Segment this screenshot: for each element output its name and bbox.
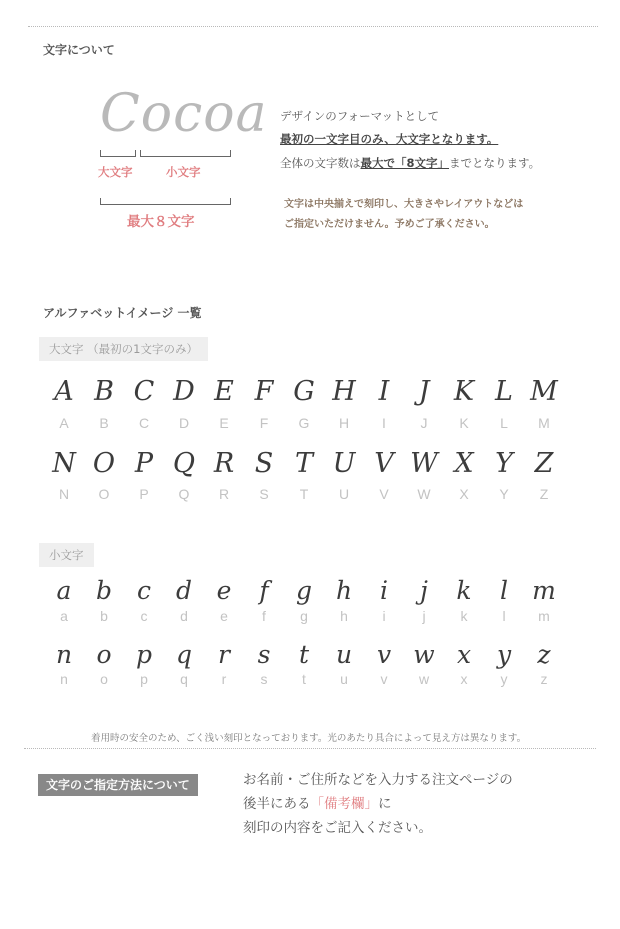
letter-E: E (219, 415, 229, 431)
engraving-footnote: 着用時の安全のため、ごく浅い刻印となっております。光のあたり具合によって見え方は異なります。 (91, 733, 527, 744)
letter-r: r (221, 671, 227, 687)
middle-divider (24, 748, 596, 749)
letter-O: O (98, 486, 110, 502)
letter-Y: Y (499, 486, 509, 502)
letter-j: j (422, 608, 426, 624)
letter-A: A (54, 376, 74, 407)
letter-I: I (378, 376, 390, 407)
desc-uppercase-rule: 最初の一文字目のみ、大文字となります。 (280, 132, 499, 146)
letter-k: k (456, 576, 472, 605)
example-word-cocoa: Cocoa (100, 84, 268, 144)
howto-text (243, 768, 513, 840)
letter-t: t (302, 671, 306, 687)
label-max-chars: 最大８文字 (127, 214, 195, 230)
remarks-field-label: 「備考欄」 (310, 796, 378, 812)
letter-M: M (530, 376, 558, 407)
letter-T: T (299, 486, 309, 502)
letter-O: O (92, 448, 116, 479)
desc-line-3-a: 全体の文字数は (280, 156, 361, 170)
letter-F: F (254, 376, 274, 407)
letter-m: m (532, 576, 556, 605)
letter-z: z (540, 671, 548, 687)
tag-uppercase: 大文字 （最初の1文字のみ） (39, 337, 208, 361)
howto-line-1: お名前・ご住所などを入力する注文ページの (243, 772, 513, 788)
letter-f: f (259, 576, 269, 605)
howto-line-2 (243, 792, 513, 816)
letter-Z: Z (534, 448, 554, 479)
letter-a: a (60, 608, 68, 624)
letter-U: U (338, 486, 350, 502)
letter-R: R (213, 448, 235, 479)
letter-k: k (460, 608, 468, 624)
letter-Y: Y (495, 448, 513, 479)
letter-P: P (139, 486, 149, 502)
letter-i: i (380, 576, 388, 605)
letter-B: B (99, 415, 109, 431)
letter-j: j (420, 576, 428, 605)
letter-K: K (453, 376, 475, 407)
letter-N: N (58, 486, 70, 502)
letter-M: M (538, 415, 550, 431)
letter-g: g (295, 576, 312, 605)
bracket-max (100, 198, 231, 205)
lower-row-1-script (44, 576, 564, 605)
letter-A: A (59, 415, 69, 431)
letter-w: w (413, 640, 435, 669)
letter-W: W (410, 448, 438, 479)
howto-line-2-a: 後半にある (243, 796, 311, 812)
letter-X: X (454, 448, 474, 479)
letter-i: i (382, 608, 386, 624)
note-line-2: ご指定いただけません。予めご了承ください。 (284, 219, 495, 230)
lower-row-2-script (44, 640, 564, 669)
desc-line-1: デザインのフォーマットとして (280, 109, 440, 123)
letter-o: o (96, 640, 112, 669)
letter-e: e (220, 608, 228, 624)
bracket-lower (140, 150, 231, 157)
letter-n: n (60, 671, 68, 687)
letter-l: l (500, 576, 508, 605)
desc-max-chars: 最大で「8文字」 (360, 156, 450, 170)
desc-line-3 (280, 155, 540, 171)
letter-v: v (380, 671, 388, 687)
letter-R: R (218, 486, 230, 502)
letter-V: V (374, 448, 394, 479)
tag-lowercase: 小文字 (39, 543, 94, 567)
note-line-1: 文字は中央揃えで刻印し、大きさやレイアウトなどは (284, 199, 524, 210)
letter-x: x (456, 640, 472, 669)
label-lower: 小文字 (166, 165, 201, 179)
letter-q: q (180, 671, 188, 687)
letter-h: h (335, 576, 353, 605)
letter-c: c (140, 608, 148, 624)
bracket-upper (100, 150, 136, 157)
letter-e: e (216, 576, 232, 605)
letter-G: G (293, 376, 315, 407)
upper-row-2-plain (44, 486, 564, 502)
letter-z: z (537, 640, 551, 669)
letter-Q: Q (178, 486, 190, 502)
letter-S: S (254, 448, 274, 479)
letter-G: G (298, 415, 310, 431)
letter-a: a (56, 576, 72, 605)
letter-P: P (134, 448, 154, 479)
howto-line-2-c: に (378, 796, 392, 812)
letter-I: I (382, 415, 386, 431)
howto-line-3: 刻印の内容をご記入ください。 (243, 820, 432, 836)
letter-X: X (459, 486, 469, 502)
letter-d: d (180, 608, 188, 624)
letter-l: l (502, 608, 506, 624)
letter-H: H (332, 376, 356, 407)
letter-Q: Q (172, 448, 196, 479)
letter-r: r (218, 640, 230, 669)
letter-V: V (379, 486, 389, 502)
letter-Z: Z (539, 486, 549, 502)
letter-u: u (335, 640, 353, 669)
letter-S: S (259, 486, 269, 502)
letter-C: C (133, 376, 155, 407)
letter-s: s (260, 671, 268, 687)
letter-y: y (500, 671, 508, 687)
letter-b: b (95, 576, 112, 605)
letter-q: q (175, 640, 192, 669)
upper-row-1-plain (44, 415, 564, 431)
letter-n: n (55, 640, 73, 669)
letter-w: w (418, 671, 430, 687)
letter-o: o (100, 671, 108, 687)
letter-K: K (459, 415, 469, 431)
letter-J: J (420, 415, 428, 431)
letter-U: U (332, 448, 356, 479)
letter-f: f (262, 608, 266, 624)
letter-D: D (178, 415, 190, 431)
letter-b: b (100, 608, 108, 624)
letter-E: E (214, 376, 234, 407)
label-upper: 大文字 (98, 165, 133, 179)
letter-m: m (538, 608, 550, 624)
letter-y: y (496, 640, 512, 669)
letter-J: J (418, 376, 430, 407)
letter-x: x (460, 671, 468, 687)
letter-C: C (138, 415, 150, 431)
letter-W: W (417, 486, 431, 502)
letter-p: p (135, 640, 152, 669)
section-heading-about-letters: 文字について (43, 43, 115, 57)
letter-h: h (340, 608, 348, 624)
lower-row-1-plain (44, 608, 564, 624)
letter-F: F (259, 415, 269, 431)
desc-line-2 (280, 131, 498, 147)
letter-T: T (294, 448, 313, 479)
letter-L: L (495, 376, 513, 407)
letter-t: t (298, 640, 310, 669)
tag-how-to-specify: 文字のご指定方法について (38, 774, 198, 796)
upper-row-1-script (44, 376, 564, 407)
letter-g: g (300, 608, 308, 624)
lower-row-2-plain (44, 671, 564, 687)
letter-s: s (257, 640, 271, 669)
letter-c: c (136, 576, 151, 605)
letter-D: D (173, 376, 195, 407)
letter-v: v (376, 640, 392, 669)
letter-p: p (140, 671, 148, 687)
section-heading-alphabet: アルファベットイメージ 一覧 (43, 306, 202, 320)
letter-B: B (94, 376, 114, 407)
letter-H: H (338, 415, 350, 431)
letter-L: L (500, 415, 508, 431)
top-divider (28, 26, 598, 27)
letter-u: u (340, 671, 348, 687)
letter-N: N (52, 448, 76, 479)
desc-line-3-c: までとなります。 (449, 156, 541, 170)
upper-row-2-script (44, 448, 564, 479)
letter-d: d (175, 576, 192, 605)
